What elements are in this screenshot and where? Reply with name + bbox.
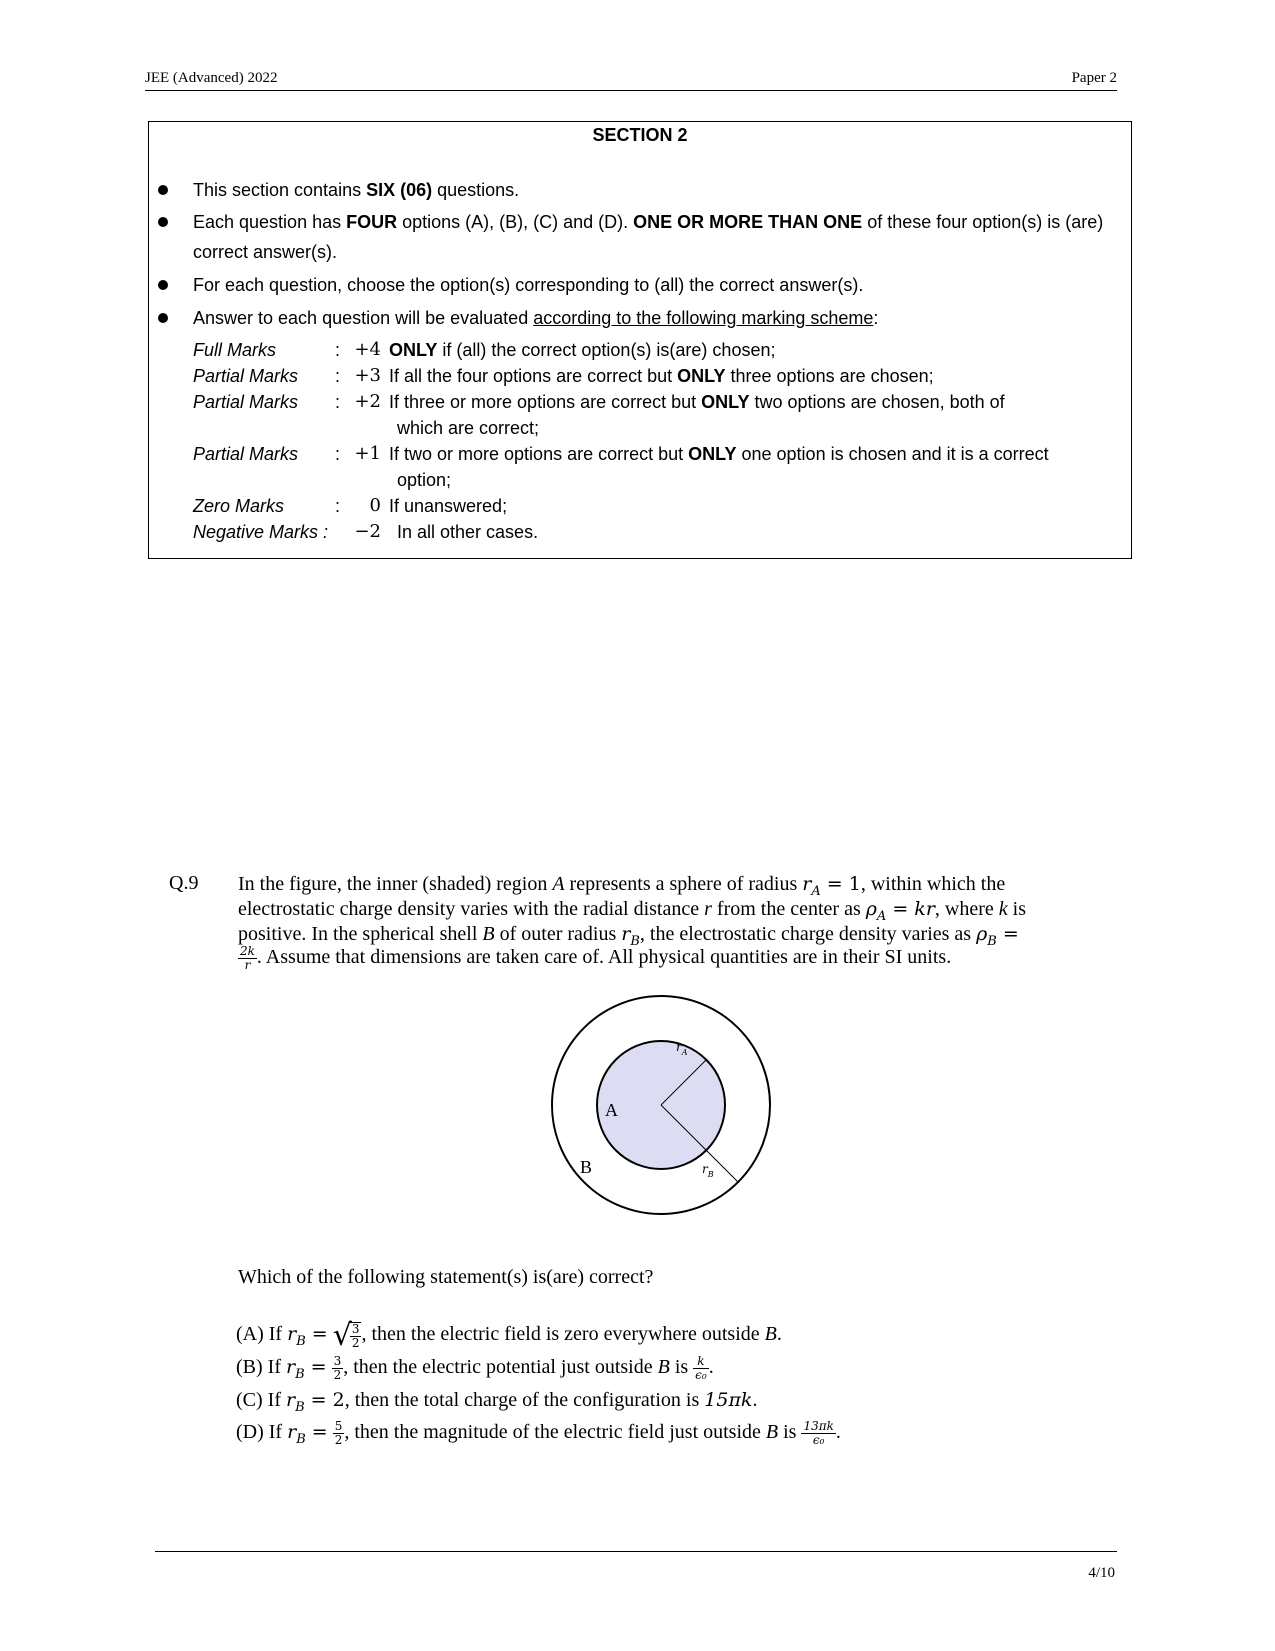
- question-stem-line: positive. In the spherical shell B of outer radius $r_B$, the electrostatic charge density varies as $\rho_B$ =: [238, 923, 1019, 949]
- question-prompt: Which of the following statement(s) is(are) correct?: [238, 1266, 654, 1288]
- section-title: SECTION 2: [592, 125, 688, 145]
- option-a[interactable]: (A) If $r_B$ = √ $\frac{3}{2}$ , then the electric field is zero everywhere outside B.: [236, 1318, 782, 1353]
- marking-value: +4: [354, 339, 381, 360]
- option-c[interactable]: (C) If $r_B = 2$, then the total charge of the configuration is 15πk.: [236, 1389, 758, 1415]
- page-header-title: JEE (Advanced) 2022: [145, 70, 278, 86]
- instruction-options: Each question has FOUR options (A), (B), (C) and (D). ONE OR MORE THAN ONE of these four option(s) is (are) correct answer(s).: [193, 212, 1104, 262]
- marking-description-continued: which are correct;: [397, 418, 540, 438]
- marking-description: If all the four options are correct but ONLY three options are chosen;: [389, 366, 934, 386]
- marking-description: If unanswered;: [389, 496, 508, 516]
- bullet-dot: [158, 217, 168, 227]
- question-stem-line: $\frac{2k}{r}$ . Assume that dimensions are taken care of. All physical quantities are in their SI units.: [240, 944, 952, 972]
- page-header-paper: Paper 2: [1071, 70, 1117, 86]
- bullet-dot: [158, 280, 168, 290]
- marking-value: +1: [354, 443, 381, 464]
- instruction-choose: For each question, choose the option(s) corresponding to (all) the correct answer(s).: [193, 275, 864, 295]
- marking-value: 0: [369, 495, 381, 516]
- option-d[interactable]: (D) If $r_B$ = $\frac{5}{2}$ , then the magnitude of the electric field just outside B is $\frac{13\pi k}{\text{ϵ₀}}$ .: [236, 1419, 841, 1448]
- question-stem-line: In the figure, the inner (shaded) region A represents a sphere of radius $r_A = 1$, within which the: [238, 873, 1006, 899]
- marking-value: +3: [354, 365, 381, 386]
- instruction-marking: Answer to each question will be evaluated according to the following marking scheme:: [193, 308, 879, 328]
- concentric-spheres-diagram: [550, 995, 790, 1225]
- marking-description: If two or more options are correct but ONLY one option is chosen and it is a correct: [389, 444, 1049, 464]
- label-rA: $r_A$: [676, 1040, 688, 1057]
- question-number: Q.9: [169, 872, 199, 894]
- marking-label: Negative Marks :: [193, 522, 329, 542]
- marking-label: Partial Marks: [193, 392, 299, 412]
- label-A: A: [605, 1100, 618, 1120]
- footer-rule: [155, 1551, 1117, 1552]
- bullet-dot: [158, 185, 168, 195]
- marking-label: Partial Marks: [193, 444, 299, 464]
- marking-description: In all other cases.: [397, 522, 539, 542]
- question-stem-line: electrostatic charge density varies with the radial distance r from the center as $\rho_A$ = kr, where k is: [238, 898, 1027, 924]
- marking-description: If three or more options are correct but ONLY two options are chosen, both of: [389, 392, 1005, 412]
- label-rB: $r_B$: [702, 1162, 714, 1179]
- sphere-shell-figure: [550, 995, 790, 1230]
- marking-value: +2: [354, 391, 381, 412]
- instruction-question-count: This section contains SIX (06) questions.: [193, 180, 520, 200]
- fraction-2k-over-r: $\frac{2k}{r}$: [240, 944, 255, 972]
- label-B: B: [580, 1157, 593, 1177]
- marking-label: Full Marks: [193, 340, 277, 360]
- marking-label: Zero Marks: [193, 496, 285, 516]
- bullet-dot: [158, 313, 168, 323]
- option-b[interactable]: (B) If $r_B$ = $\frac{3}{2}$ , then the electric potential just outside B is $\frac{k}{\text{ϵ₀}}$ .: [236, 1354, 714, 1383]
- page-number: 4/10: [1088, 1565, 1115, 1581]
- marking-label: Partial Marks: [193, 366, 299, 386]
- header-rule: [145, 90, 1117, 91]
- marking-value: −2: [354, 521, 381, 542]
- marking-description-continued: option;: [397, 470, 452, 490]
- marking-description: ONLY if (all) the correct option(s) is(are) chosen;: [389, 340, 776, 360]
- square-root: √ $\frac{3}{2}$: [332, 1318, 360, 1353]
